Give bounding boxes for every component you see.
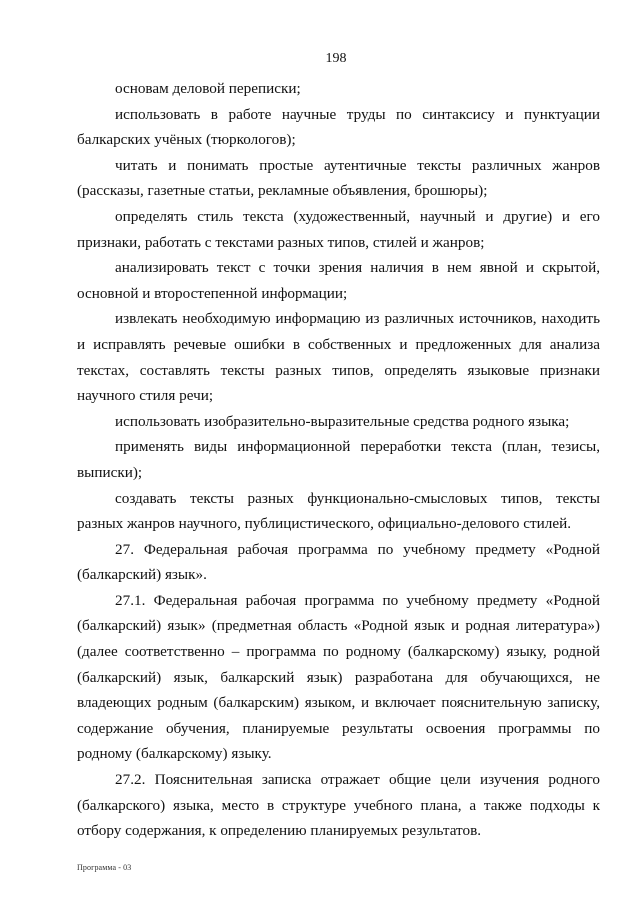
paragraph-section-27-2: 27.2. Пояснительная записка отражает общие цели изучения родного (балкарского) языка, место в структуре учебного плана, а также подходы к отбору содержания, к определению планируемых результатов. [77, 771, 600, 840]
paragraph-determine-text-style: определять стиль текста (художественный, научный и другие) и его признаки, работать с текстами разных типов, стилей и жанров; [77, 207, 600, 251]
paragraph-scientific-works: использовать в работе научные труды по синтаксису и пунктуации балкарских учёных (тюркологов); [77, 105, 600, 149]
paragraph-create-texts: создавать тексты разных функционально-смысловых типов, тексты разных жанров научного, публицистического, официально-делового стилей. [77, 489, 600, 533]
paragraph-read-authentic-texts: читать и понимать простые аутентичные тексты различных жанров (рассказы, газетные статьи, рекламные объявления, брошюры); [77, 156, 600, 200]
paragraph-extract-information: извлекать необходимую информацию из различных источников, находить и исправлять речевые ошибки в собственных и предложенных для анализа текстах, составлять тексты разных типов, определять языковые признаки научного стиля речи; [77, 310, 600, 405]
paragraph-expressive-means: использовать изобразительно-выразительные средства родного языка; [115, 412, 570, 430]
paragraph-business-correspondence: основам деловой переписки; [115, 80, 301, 97]
paragraph-section-27: 27. Федеральная рабочая программа по учебному предмету «Родной (балкарский) язык». [77, 540, 600, 584]
paragraph-section-27-1: 27.1. Федеральная рабочая программа по учебному предмету «Родной (балкарский) язык» (предметная область «Родной язык и родная литература») (далее соответственно – программа по родному (балкарскому) языку, родной (балкарский) язык, балкарский язык) разработана для обучающихся, не владеющих родным (балкарским) языком, и включает пояснительную записку, содержание обучения, планируемые результаты освоения программы по родному (балкарскому) языку. [77, 591, 600, 763]
body-text [77, 76, 600, 844]
paragraph-analyze-text: анализировать текст с точки зрения наличия в нем явной и скрытой, основной и второстепенной информации; [77, 259, 600, 302]
page-number: 198 [325, 51, 347, 66]
paragraph-information-processing: применять виды информационной переработки текста (план, тезисы, выписки); [77, 438, 600, 481]
footer-note: Программа - 03 [77, 863, 132, 872]
